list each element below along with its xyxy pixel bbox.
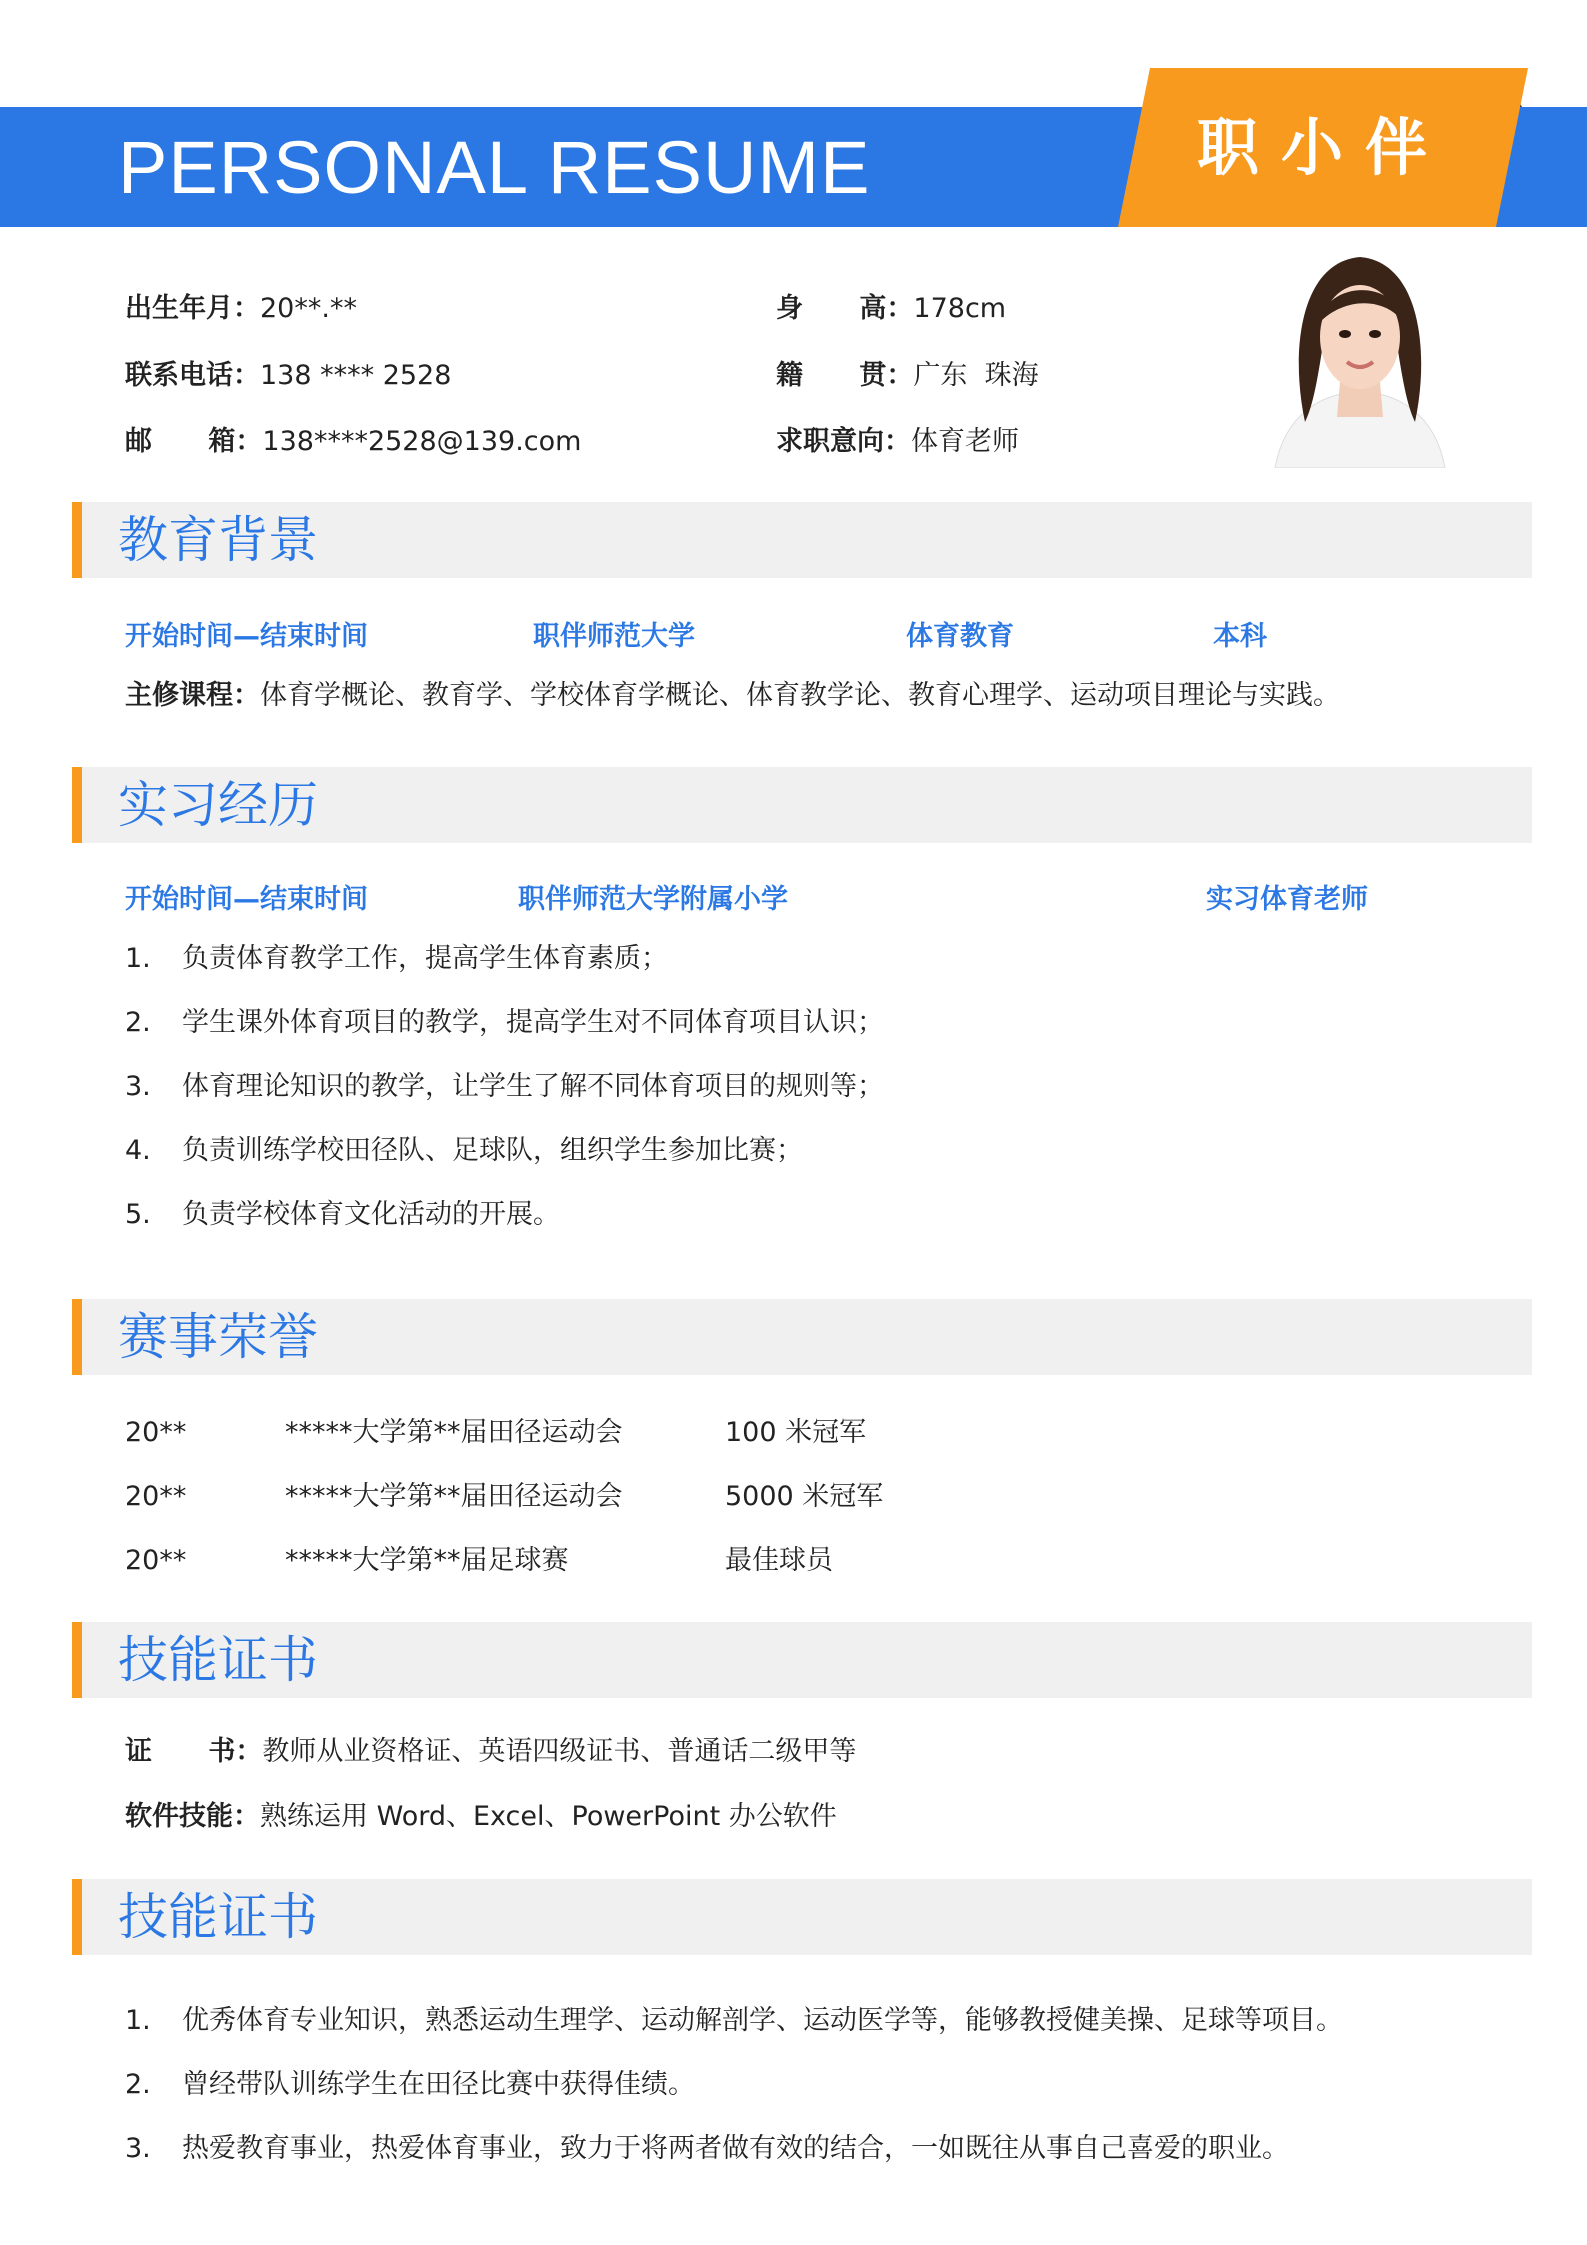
- email-label: 邮 箱：: [125, 426, 263, 457]
- list-item: [125, 1133, 803, 1169]
- phone-value: 138 **** 2528: [260, 360, 452, 391]
- internship-period: 开始时间—结束时间: [125, 884, 368, 915]
- item-number: 4.: [125, 1135, 151, 1166]
- objective-value: 体育老师: [911, 426, 1019, 457]
- certificates-row: [125, 1734, 856, 1770]
- birth-row: [125, 291, 357, 327]
- list-item: [125, 2131, 1289, 2167]
- skills-accent-bar: [72, 1622, 82, 1698]
- internship-accent-bar: [72, 767, 82, 843]
- item-text: 体育理论知识的教学，让学生了解不同体育项目的规则等；: [182, 1071, 884, 1102]
- profile-photo: [1245, 242, 1475, 468]
- courses-value: 体育学概论、教育学、学校体育学概论、体育教学论、教育心理学、运动项目理论与实践。: [260, 680, 1340, 711]
- email-row: [125, 424, 581, 460]
- item-number: 2.: [125, 1007, 151, 1038]
- item-number: 5.: [125, 1199, 151, 1230]
- list-item: [125, 1005, 884, 1041]
- item-text: 负责体育教学工作，提高学生体育素质；: [182, 943, 668, 974]
- education-major: 体育教育: [906, 621, 1014, 652]
- brand-logo: 职小伴: [1196, 111, 1449, 184]
- certificates-value: 教师从业资格证、英语四级证书、普通话二级甲等: [262, 1736, 857, 1767]
- honors-title: 赛事荣誉: [118, 1308, 318, 1366]
- portrait-image: [1245, 242, 1475, 468]
- item-number: 3.: [125, 2133, 151, 2164]
- internship-title: 实习经历: [118, 776, 318, 834]
- item-text: 曾经带队训练学生在田径比赛中获得佳绩。: [182, 2069, 695, 2100]
- list-item: [125, 2003, 1343, 2039]
- item-number: 2.: [125, 2069, 151, 2100]
- honor-result: 最佳球员: [725, 1545, 833, 1576]
- birth-label: 出生年月：: [125, 293, 260, 324]
- internship-role: 实习体育老师: [1206, 884, 1368, 915]
- height-row: [776, 291, 1006, 327]
- origin-value: 广东 珠海: [913, 360, 1039, 391]
- height-label: 身 高：: [776, 293, 914, 324]
- certificates-label: 证 书：: [125, 1736, 263, 1767]
- item-number: 1.: [125, 943, 151, 974]
- summary-accent-bar: [72, 1879, 82, 1955]
- height-value: 178cm: [913, 293, 1007, 324]
- honor-year: 20**: [125, 1545, 187, 1576]
- item-number: 1.: [125, 2005, 151, 2036]
- education-period: 开始时间—结束时间: [125, 621, 368, 652]
- education-degree: 本科: [1213, 621, 1267, 652]
- email-value: 138****2528@139.com: [262, 426, 582, 457]
- item-text: 优秀体育专业知识，熟悉运动生理学、运动解剖学、运动医学等，能够教授健美操、足球等项目。: [182, 2005, 1343, 2036]
- skills-title: 技能证书: [118, 1631, 318, 1689]
- internship-org: 职伴师范大学附属小学: [518, 884, 788, 915]
- summary-title: 技能证书: [118, 1888, 318, 1946]
- software-value: 熟练运用 Word、Excel、PowerPoint 办公软件: [260, 1801, 837, 1832]
- phone-label: 联系电话：: [125, 360, 260, 391]
- education-accent-bar: [72, 502, 82, 578]
- phone-row: [125, 358, 451, 394]
- list-item: [125, 941, 668, 977]
- honor-result: 100 米冠军: [725, 1417, 867, 1448]
- list-item: [125, 1069, 884, 1105]
- honor-event: *****大学第**届足球赛: [285, 1545, 569, 1576]
- origin-label: 籍 贯：: [776, 360, 914, 391]
- item-text: 热爱教育事业，热爱体育事业，致力于将两者做有效的结合，一如既往从事自己喜爱的职业。: [182, 2133, 1289, 2164]
- item-text: 负责学校体育文化活动的开展。: [182, 1199, 560, 1230]
- education-title: 教育背景: [118, 511, 318, 569]
- honor-event: *****大学第**届田径运动会: [285, 1417, 623, 1448]
- honor-year: 20**: [125, 1481, 187, 1512]
- education-school: 职伴师范大学: [533, 621, 695, 652]
- education-courses: [125, 678, 1340, 714]
- resume-title: PERSONAL RESUME: [118, 126, 871, 209]
- list-item: [125, 2067, 695, 2103]
- software-row: [125, 1799, 837, 1835]
- honor-result: 5000 米冠军: [725, 1481, 884, 1512]
- honors-accent-bar: [72, 1299, 82, 1375]
- software-label: 软件技能：: [125, 1801, 260, 1832]
- birth-value: 20**.**: [260, 293, 357, 324]
- item-text: 学生课外体育项目的教学，提高学生对不同体育项目认识；: [182, 1007, 884, 1038]
- item-text: 负责训练学校田径队、足球队，组织学生参加比赛；: [182, 1135, 803, 1166]
- objective-row: [776, 424, 1019, 460]
- objective-label: 求职意向：: [776, 426, 911, 457]
- honor-event: *****大学第**届田径运动会: [285, 1481, 623, 1512]
- courses-label: 主修课程：: [125, 680, 260, 711]
- list-item: [125, 1197, 560, 1233]
- origin-row: [776, 358, 1039, 394]
- item-number: 3.: [125, 1071, 151, 1102]
- honor-year: 20**: [125, 1417, 187, 1448]
